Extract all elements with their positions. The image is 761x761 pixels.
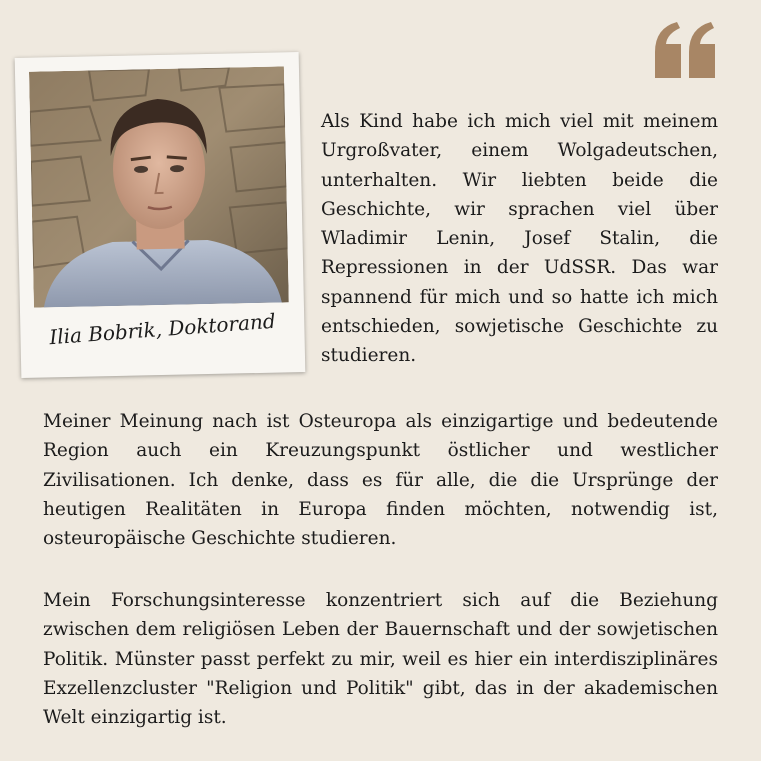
intro-paragraph: Als Kind habe ich mich viel mit meinem Urgroßvater, einem Wolgadeutschen, unterhalten. Wir liebten beide die Geschichte, wir sprachen viel über Wladimir Lenin, Josef Stalin, die Repressionen in der UdSSR. Das war spannend für mich und so hatte ich mich entschieden, sowjetische Geschichte zu studieren.: [321, 111, 718, 367]
portrait-photo: [29, 66, 289, 307]
polaroid-photo-frame: [15, 52, 306, 378]
photo-caption: Ilia Bobrik, Doktorand: [48, 308, 277, 350]
research-paragraph: Mein Forschungsinteresse konzentriert sich auf die Beziehung zwischen dem religiösen Leben der Bauernschaft und der sowjetischen Politik. Münster passt perfekt zu mir, weil es hier ein interdisziplinäres Exzellenzcluster "Religion und Politik" gibt, das in der akademischen Welt einzigartig ist.: [43, 590, 718, 729]
quote-mark-icon: [653, 22, 717, 78]
opinion-paragraph: Meiner Meinung nach ist Osteuropa als einzigartige und bedeutende Region auch ein Kreuzungspunkt östlicher und westlicher Zivilisationen. Ich denke, dass es für alle, die die Ursprünge der heutigen Realitäten in Europa finden möchten, notwendig ist, osteuropäische Geschichte studieren.: [43, 411, 718, 550]
